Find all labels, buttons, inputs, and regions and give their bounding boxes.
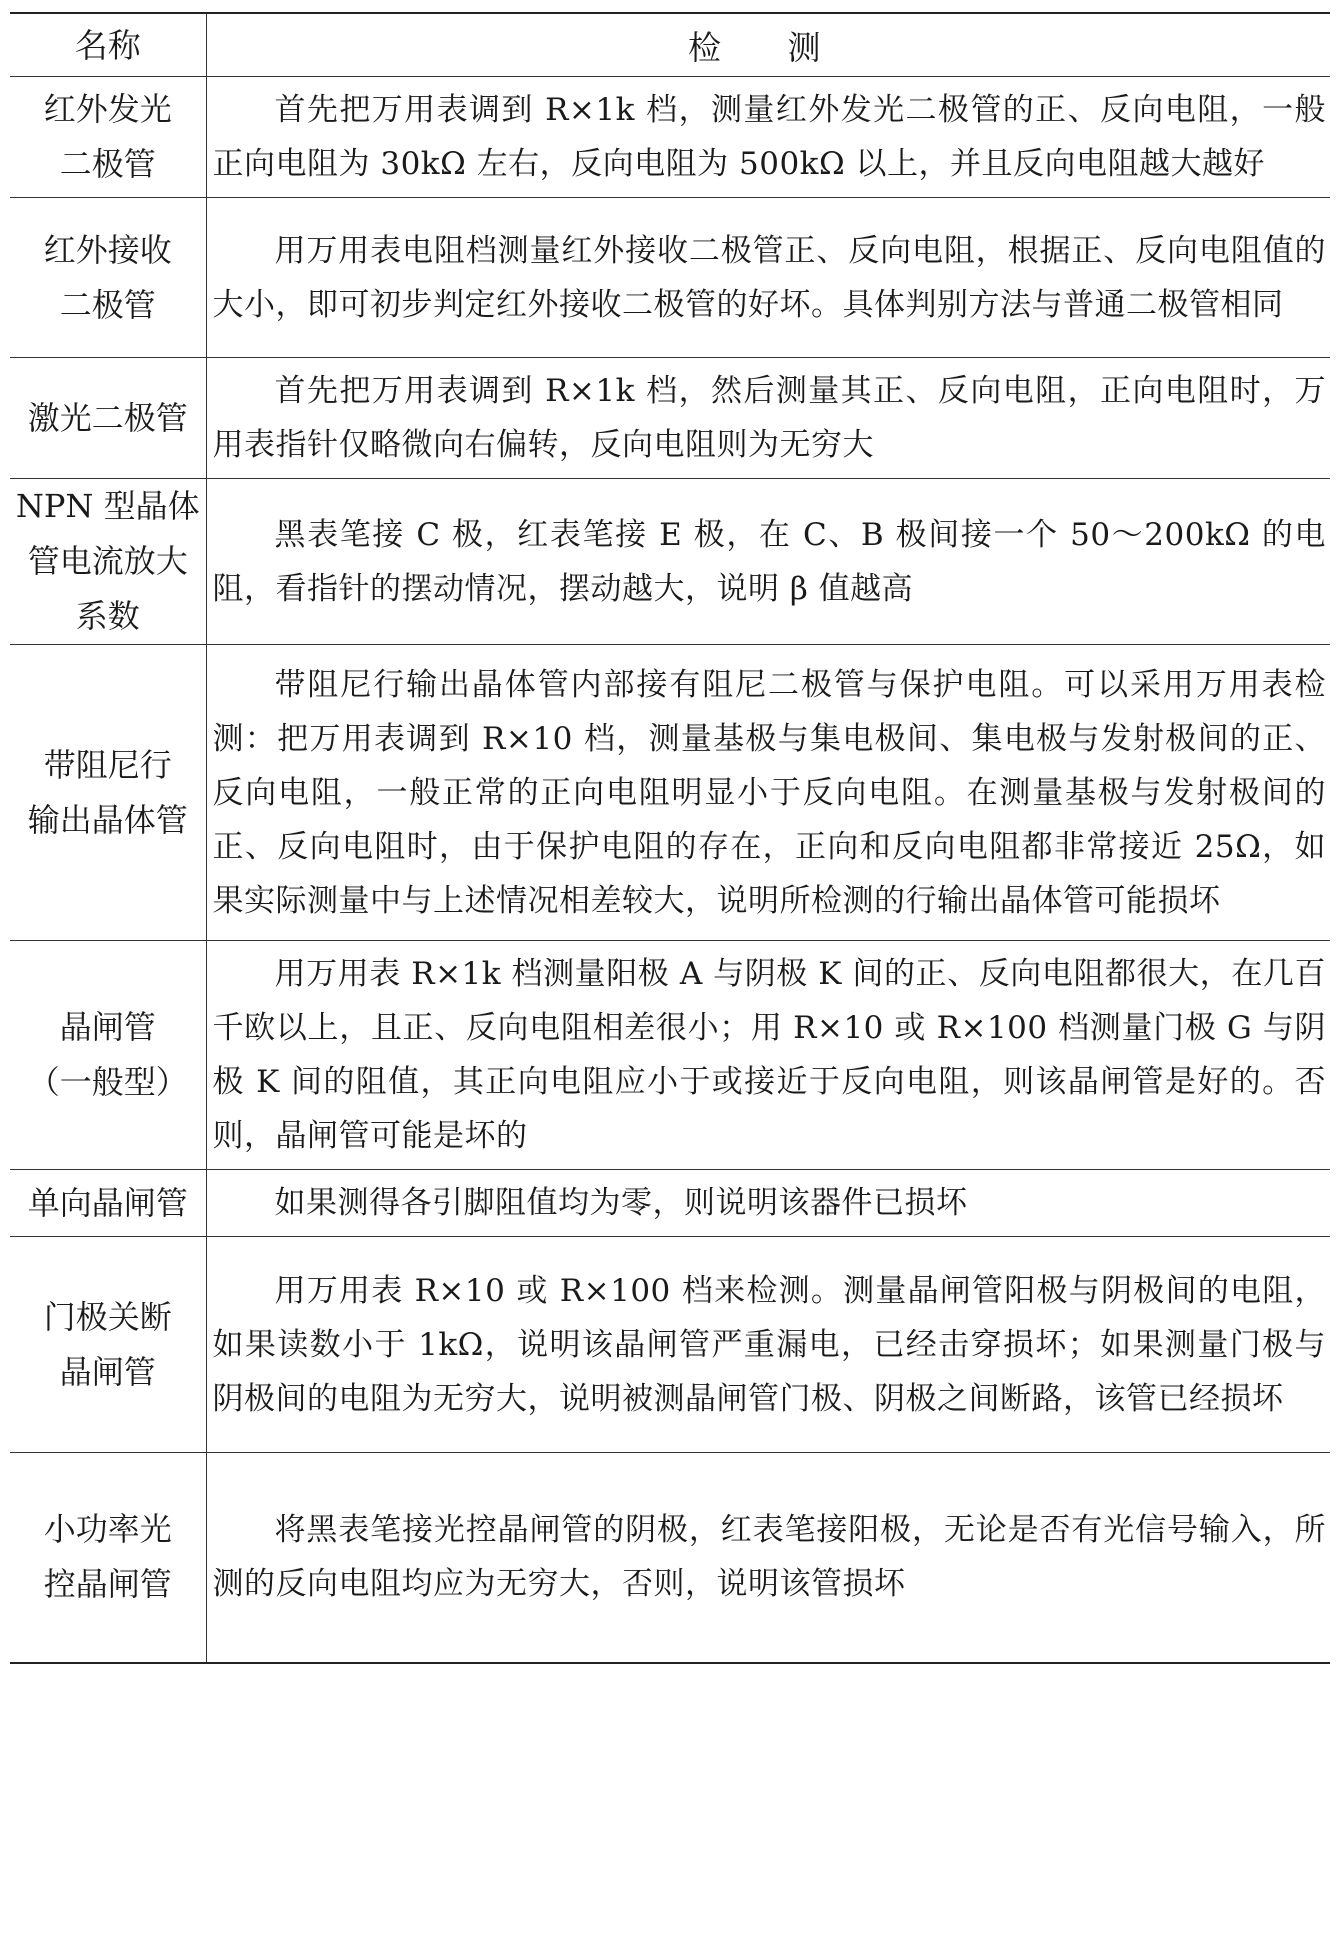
device-name-cell [10, 1170, 206, 1237]
detection-method-cell: 如果测得各引脚阻值均为零，则说明该器件已损坏 [206, 1170, 1330, 1237]
device-name-cell [10, 1237, 206, 1453]
table-row [10, 358, 1330, 479]
device-name-line: （一般型） [27, 1063, 188, 1101]
detection-method-cell: 用万用表 R×10 或 R×100 档来检测。测量晶闸管阳极与阴极间的电阻，如果读数小于 1kΩ，说明该晶闸管严重漏电，已经击穿损坏；如果测量门极与阴极间的电阻为无穷大，说明被测晶闸管门极、阴极之间断路，该管已经损坏 [206, 1237, 1330, 1453]
device-name-line: 二极管 [59, 285, 156, 324]
device-name-line: 输出晶体管 [27, 800, 188, 839]
detection-method-cell: 用万用表 R×1k 档测量阳极 A 与阴极 K 间的正、反向电阻都很大，在几百千欧以上，且正、反向电阻相差很小；用 R×10 或 R×100 档测量门极 G 与阴极 K 间的阻值，其正向电阻应小于或接近于反向电阻，则该晶闸管是好的。否则，晶闸管可能是坏的 [206, 941, 1330, 1170]
detection-method-cell: 首先把万用表调到 R×1k 档，测量红外发光二极管的正、反向电阻，一般正向电阻为 30kΩ 左右，反向电阻为 500kΩ 以上，并且反向电阻越大越好 [206, 77, 1330, 198]
device-name-line: 控晶闸管 [43, 1565, 172, 1604]
table-body [10, 77, 1330, 1663]
detection-method-cell: 首先把万用表调到 R×1k 档，然后测量其正、反向电阻，正向电阻时，万用表指针仅略微向右偏转，反向电阻则为无穷大 [206, 358, 1330, 479]
detection-method-cell: 带阻尼行输出晶体管内部接有阻尼二极管与保护电阻。可以采用万用表检测：把万用表调到 R×10 档，测量基极与集电极间、集电极与发射极间的正、反向电阻，一般正常的正向电阻明显小于反向电阻。在测量基极与发射极间的正、反向电阻时，由于保护电阻的存在，正向和反向电阻都非常接近 25Ω，如果实际测量中与上述情况相差较大，说明所检测的行输出晶体管可能损坏 [206, 645, 1330, 941]
detection-method-cell: 将黑表笔接光控晶闸管的阴极，红表笔接阳极，无论是否有光信号输入，所测的反向电阻均应为无穷大，否则，说明该管损坏 [206, 1453, 1330, 1663]
device-name-line: 红外接收 [43, 230, 172, 269]
table-row [10, 1237, 1330, 1453]
device-name-cell [10, 77, 206, 198]
table-header-row [10, 13, 1330, 77]
table-row [10, 479, 1330, 645]
device-name-line: NPN 型晶体 [15, 487, 200, 525]
detection-table [10, 12, 1330, 1664]
table-row [10, 1170, 1330, 1237]
device-name-line: 小功率光 [43, 1510, 172, 1549]
device-name-line: 门极关断 [43, 1297, 172, 1336]
device-name-cell [10, 645, 206, 941]
device-name-cell [10, 1453, 206, 1663]
device-name-line: 带阻尼行 [43, 745, 172, 784]
device-name-line: 晶闸管 [59, 1352, 156, 1391]
device-name-line: 单向晶闸管 [27, 1183, 188, 1222]
device-name-cell [10, 479, 206, 645]
device-name-line: 二极管 [59, 145, 156, 183]
device-name-line: 管电流放大 [27, 542, 188, 580]
device-name-line: 激光二极管 [27, 398, 188, 437]
device-name-cell [10, 358, 206, 479]
table-row [10, 77, 1330, 198]
table-row [10, 198, 1330, 358]
header-detection: 检 测 [206, 13, 1330, 77]
device-name-line: 红外发光 [43, 90, 172, 128]
table-row [10, 1453, 1330, 1663]
device-name-cell [10, 198, 206, 358]
device-name-line: 晶闸管 [59, 1008, 156, 1046]
detection-method-cell: 用万用表电阻档测量红外接收二极管正、反向电阻，根据正、反向电阻值的大小，即可初步判定红外接收二极管的好坏。具体判别方法与普通二极管相同 [206, 198, 1330, 358]
device-name-line: 系数 [75, 597, 140, 635]
device-name-cell [10, 941, 206, 1170]
header-name: 名称 [10, 13, 206, 77]
detection-method-cell: 黑表笔接 C 极，红表笔接 E 极，在 C、B 极间接一个 50～200kΩ 的电阻，看指针的摆动情况，摆动越大，说明 β 值越高 [206, 479, 1330, 645]
table-row [10, 941, 1330, 1170]
table-row [10, 645, 1330, 941]
